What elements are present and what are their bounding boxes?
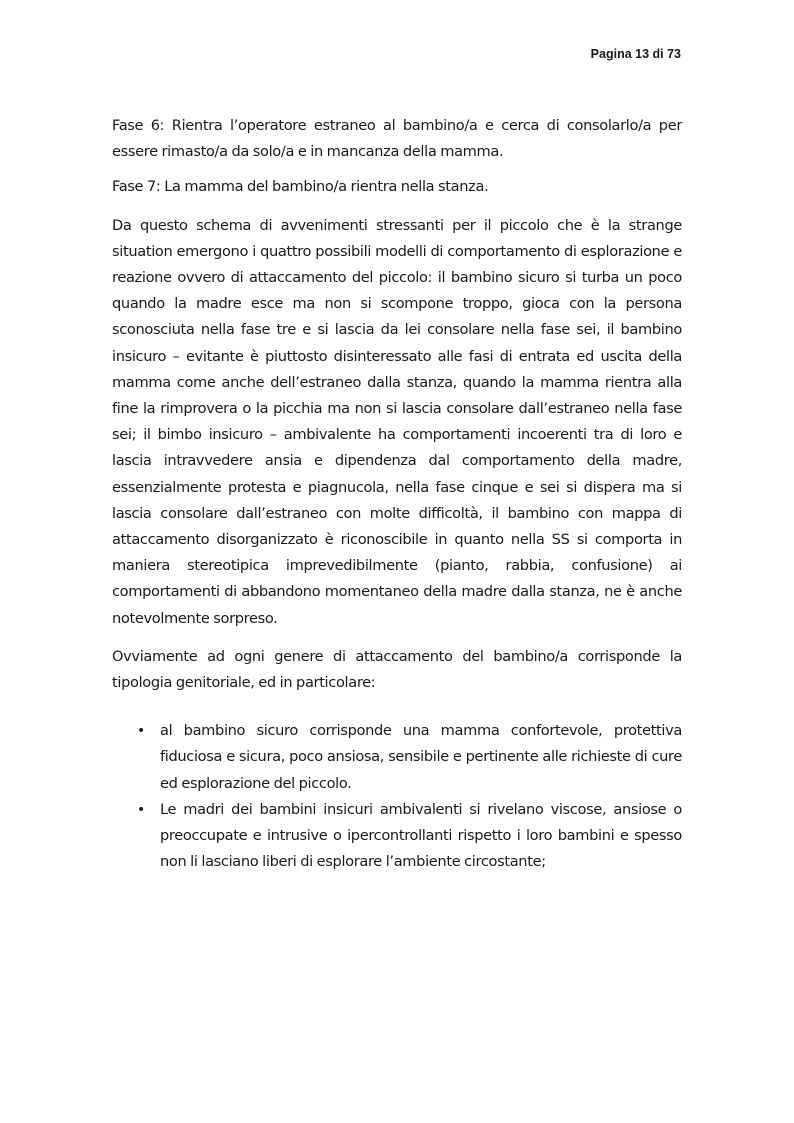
bullet-icon: • xyxy=(137,723,145,740)
list-item xyxy=(112,797,682,876)
document-body xyxy=(112,113,682,875)
paragraph-attachment-models: Da questo schema di avvenimenti stressanti per il piccolo che è la strange situation emergono i quattro possibili modelli di comportamento di esplorazione e reazione ovvero di attaccamento del piccolo: il bambino sicuro si turba un poco quando la madre esce ma non si scompone troppo, gioca con la persona sconosciuta nella fase tre e si lascia da lei consolare nella fase sei, il bambino insicuro – evitante è piuttosto disinteressato alle fasi di entrata ed uscita della mamma come anche dell’estraneo dalla stanza, quando la mamma rientra alla fine la rimprovera o la picchia ma non si lascia consolare dall’estraneo nella fase sei; il bimbo insicuro – ambivalente ha comportamenti incoerenti tra di loro e lascia intravvedere ansia e dipendenza dal comportamento della madre, essenzialmente protesta e piagnucola, nella fase cinque e sei si dispera ma si lascia consolare dall’estraneo con molte difficoltà, il bambino con mappa di attaccamento disorganizzato è riconoscibile in quanto nella SS si comporta in maniera stereotipica imprevedibilmente (pianto, rabbia, confusione) ai comportamenti di abbandono momentaneo della madre dalla stanza, ne è anche notevolmente sorpreso. xyxy=(112,216,682,627)
paragraph-parenting-types: Ovviamente ad ogni genere di attaccamento del bambino/a corrisponde la tipologia genitoriale, ed in particolare: xyxy=(112,647,682,692)
bullet-icon: • xyxy=(137,801,145,818)
bullet-list xyxy=(112,718,682,875)
paragraph-fase-6: Fase 6: Rientra l’operatore estraneo al bambino/a e cerca di consolarlo/a per essere rimasto/a da solo/a e in mancanza della mamma. xyxy=(112,117,682,161)
list-item-text: al bambino sicuro corrisponde una mamma confortevole, protettiva fiduciosa e sicura, poco ansiosa, sensibile e pertinente alle richieste di cure ed esplorazione del piccolo. xyxy=(160,722,682,792)
paragraph-fase-7: Fase 7: La mamma del bambino/a rientra nella stanza. xyxy=(112,178,489,196)
list-item-text: Le madri dei bambini insicuri ambivalenti si rivelano viscose, ansiose o preoccupate e intrusive o ipercontrollanti rispetto i loro bambini e spesso non li lasciano liberi di esplorare l’ambiente circostante; xyxy=(160,800,682,871)
page-number: Pagina 13 di 73 xyxy=(590,47,681,61)
list-item xyxy=(112,718,682,797)
